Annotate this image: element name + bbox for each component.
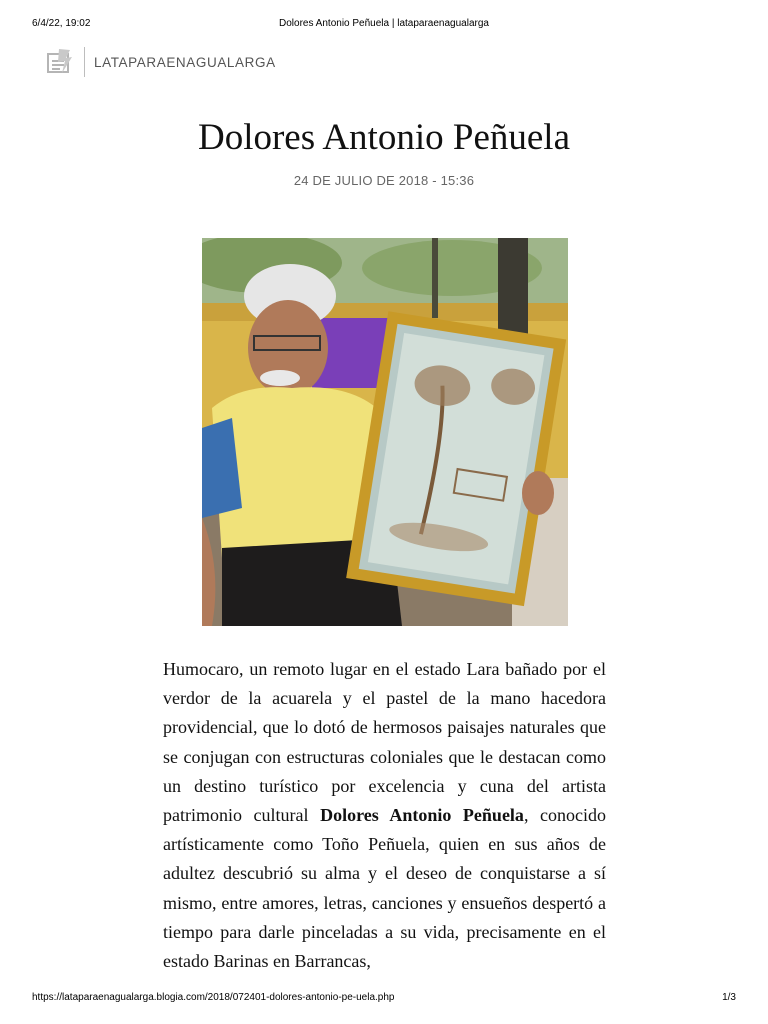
article-date: 24 DE JULIO DE 2018 - 15:36: [293, 173, 475, 188]
body-text-2: , conocido artísticamente como Toño Peñuela, quien en sus años de adultez descubrió su alma y el deseo de conquistarse a sí mismo, entre amores, letras, canciones y ensueños despertó a tiempo para darle pinceladas a su vida, precisamente en el estado Barinas en Barrancas,: [163, 805, 606, 972]
page-number: 1/3: [722, 992, 736, 1003]
print-url: https://lataparaenagualarga.blogia.com/2018/072401-dolores-antonio-pe-uela.php: [32, 992, 395, 1003]
article-body: [163, 655, 606, 976]
artist-name: Dolores Antonio Peñuela: [320, 805, 524, 826]
print-page-title: Dolores Antonio Peñuela | lataparaenagualarga: [279, 18, 489, 29]
site-name-link[interactable]: LATAPARAENAGUALARGA: [94, 54, 276, 70]
site-header: [46, 44, 276, 80]
print-footer: [32, 992, 736, 1006]
body-text-1: Humocaro, un remoto lugar en el estado Lara bañado por el verdor de la acuarela y el pastel de la mano hacedora providencial, que lo dotó de hermosos paisajes naturales que se conjugan con estructuras coloniales que le destacan como un destino turístico por excelencia y cuna del artista patrimonio cultural: [163, 659, 606, 826]
article-title: Dolores Antonio Peñuela: [197, 117, 570, 158]
print-header: [32, 18, 736, 32]
print-datetime: 6/4/22, 19:02: [32, 18, 91, 29]
site-logo-icon[interactable]: [46, 47, 74, 77]
header-divider: [84, 47, 85, 77]
article-photo: [202, 238, 568, 626]
